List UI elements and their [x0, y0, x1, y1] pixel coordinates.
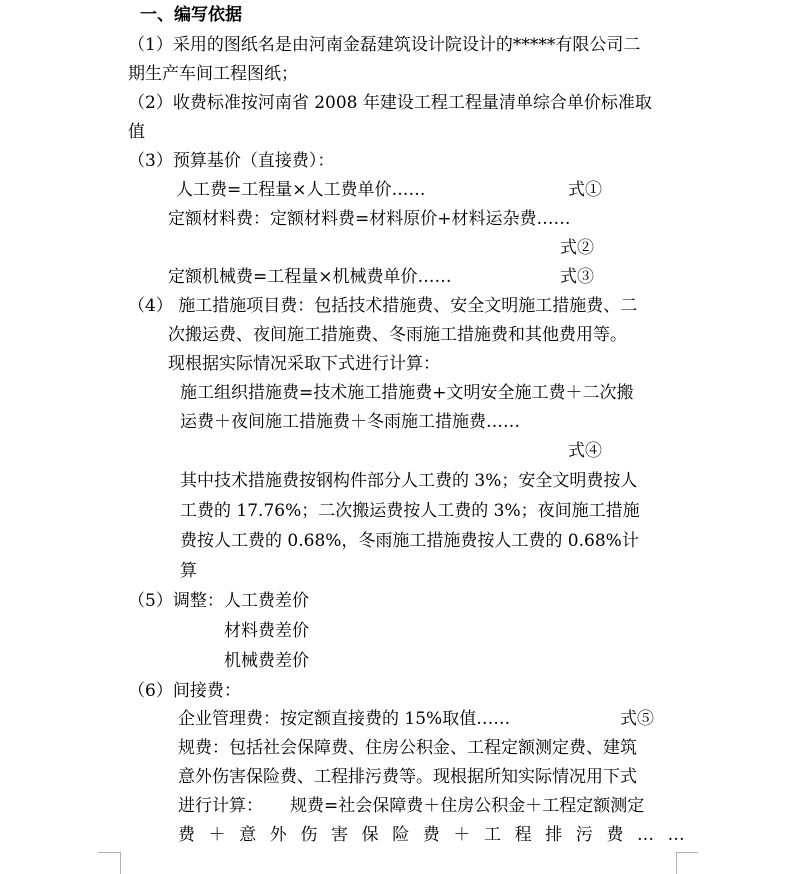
item-2-line-2: 值 — [128, 122, 145, 142]
item-3-title: （3）预算基价（直接费）： — [128, 151, 335, 171]
formula-5-mark: 式⑤ — [620, 709, 654, 729]
formula-2-mark: 式② — [560, 238, 594, 258]
item-4-para-2: 工费的 17.76%；二次搬运费按人工费的 3%；夜间施工措施 — [180, 501, 640, 521]
item-5-title: （5）调整： — [128, 591, 224, 611]
crop-mark-left-h — [98, 852, 120, 853]
item-6-line-1: 规费：包括社会保障费、住房公积金、工程定额测定费、建筑 — [178, 738, 637, 758]
item-2-line-1: （2）收费标准按河南省 2008 年建设工程工程量清单综合单价标准取 — [128, 93, 652, 113]
formula-labor: 人工费=工程量×人工费单价…… — [176, 180, 426, 200]
crop-mark-right-h — [676, 852, 698, 853]
item-4-line-1: （4） 施工措施项目费：包括技术措施费、安全文明施工措施费、二 — [128, 296, 638, 316]
item-6-title: （6）间接费： — [128, 681, 241, 701]
item-6-line-2: 意外伤害保险费、工程排污费等。现根据所知实际情况用下式 — [178, 767, 637, 787]
formula-4-mark: 式④ — [568, 441, 602, 461]
formula-1-mark: 式① — [568, 180, 602, 200]
item-4-para-4: 算 — [180, 561, 197, 581]
item-1-line-2: 期生产车间工程图纸； — [128, 64, 298, 84]
formula-machinery: 定额机械费=工程量×机械费单价…… — [168, 267, 452, 287]
item-5-machinery-diff: 机械费差价 — [224, 651, 309, 671]
formula-4-line-1: 施工组织措施费=技术施工措施费+文明安全施工费＋二次搬 — [180, 383, 634, 403]
section-heading: 一、编写依据 — [140, 5, 242, 25]
formula-3-mark: 式③ — [560, 267, 594, 287]
item-4-line-3: 现根据实际情况采取下式进行计算： — [168, 354, 440, 374]
crop-mark-left — [120, 852, 121, 874]
formula-material: 定额材料费：定额材料费=材料原价+材料运杂费…… — [168, 209, 571, 229]
item-4-para-3: 费按人工费的 0.68%，冬雨施工措施费按人工费的 0.68%计 — [180, 531, 639, 551]
item-6-line-4: 费＋意外伤害保险费＋工程排污费…… — [178, 825, 699, 845]
item-5-labor-diff: 人工费差价 — [224, 591, 309, 611]
item-5-material-diff: 材料费差价 — [224, 621, 309, 641]
crop-mark-right — [676, 852, 677, 874]
item-4-line-2: 次搬运费、夜间施工措施费、冬雨施工措施费和其他费用等。 — [168, 325, 627, 345]
item-4-para-1: 其中技术措施费按钢构件部分人工费的 3%；安全文明费按人 — [180, 471, 638, 491]
item-6-line-3b: 规费=社会保障费＋住房公积金＋工程定额测定 — [290, 796, 645, 816]
item-6-line-3a: 进行计算： — [178, 796, 263, 816]
item-1-line-1: （1）采用的图纸名是由河南金磊建筑设计院设计的*****有限公司二 — [128, 35, 641, 55]
formula-management: 企业管理费：按定额直接费的 15%取值…… — [178, 709, 511, 729]
formula-4-line-2: 运费＋夜间施工措施费＋冬雨施工措施费…… — [180, 412, 520, 432]
